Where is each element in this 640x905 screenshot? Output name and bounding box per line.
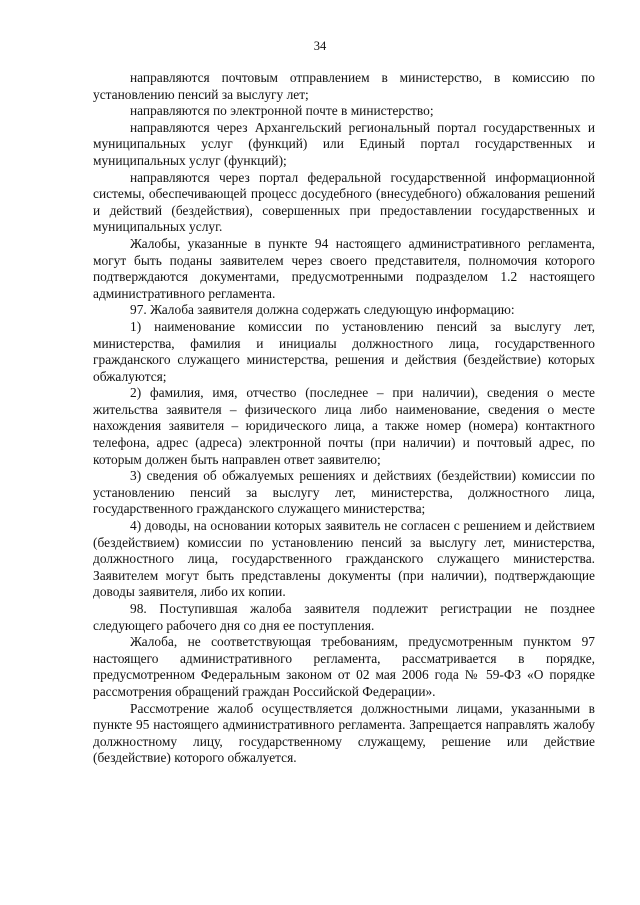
paragraph-97-item-2: 2) фамилия, имя, отчество (последнее – при наличии), сведения о месте жительства заявителя – физического лица либо наименование, сведения о месте нахождения заявителя – юридического лица, а также номер (номера) контактного телефона, адрес (адреса) электронной почты (при наличии) и почтовый адрес, по которым должен быть направлен ответ заявителю;: [93, 385, 595, 467]
paragraph-97-item-1: 1) наименование комиссии по установлению пенсий за выслугу лет, министерства, фамилия и инициалы должностного лица, государственного гражданского служащего министерства, решения и действия (бездействие) которых обжалуются;: [93, 318, 595, 384]
paragraph-nonconforming-complaint: Жалоба, не соответствующая требованиям, предусмотренным пунктом 97 настоящего административного регламента, рассматривается в порядке, предусмотренном Федеральным законом от 02 мая 2006 года № 59-ФЗ «О порядке рассмотрения обращений граждан Российской Федерации».: [93, 634, 595, 699]
document-body: [93, 70, 595, 767]
paragraph-97-item-4: 4) доводы, на основании которых заявитель не согласен с решением и действием (бездействием) комиссии по установлению пенсий за выслугу лет, министерства, должностного лица, государственного гражданского служащего министерства. Заявителем могут быть представлены документы (при наличии), подтверждающие доводы заявителя, либо их копии.: [93, 518, 595, 600]
paragraph-97-heading: 97. Жалоба заявителя должна содержать следующую информацию:: [130, 302, 515, 318]
paragraph-review: Рассмотрение жалоб осуществляется должностными лицами, указанными в пункте 95 настоящего административного регламента. Запрещается направлять жалобу должностному лицу, государственному служащему, решение или действие (бездействие) которого обжалуется.: [93, 700, 595, 766]
paragraph-representative: Жалобы, указанные в пункте 94 настоящего административного регламента, могут быть поданы заявителем через своего представителя, полномочия которого подтверждаются документами, предусмотренными подразделом 1.2 настоящего административного регламента.: [93, 235, 595, 301]
paragraph-federal-portal: направляются через портал федеральной государственной информационной системы, обеспечивающей процесс досудебного (внесудебного) обжалования решений и действий (бездействия), совершенных при предоставлении государственных и муниципальных услуг.: [93, 169, 595, 235]
paragraph-regional-portal: направляются через Архангельский региональный портал государственных и муниципальных услуг (функций) или Единый портал государственных и муниципальных услуг (функций);: [93, 119, 595, 168]
page-number: 34: [313, 39, 327, 53]
paragraph-postal: направляются почтовым отправлением в министерство, в комиссию по установлению пенсий за выслугу лет;: [93, 70, 595, 102]
paragraph-email: направляются по электронной почте в министерство;: [130, 103, 434, 119]
paragraph-98: 98. Поступившая жалоба заявителя подлежит регистрации не позднее следующего рабочего дня со дня ее поступления.: [93, 601, 595, 633]
paragraph-97-item-3: 3) сведения об обжалуемых решениях и действиях (бездействии) комиссии по установлению пенсий за выслугу лет, министерства, должностного лица, государственного гражданского служащего министерства;: [93, 468, 595, 517]
